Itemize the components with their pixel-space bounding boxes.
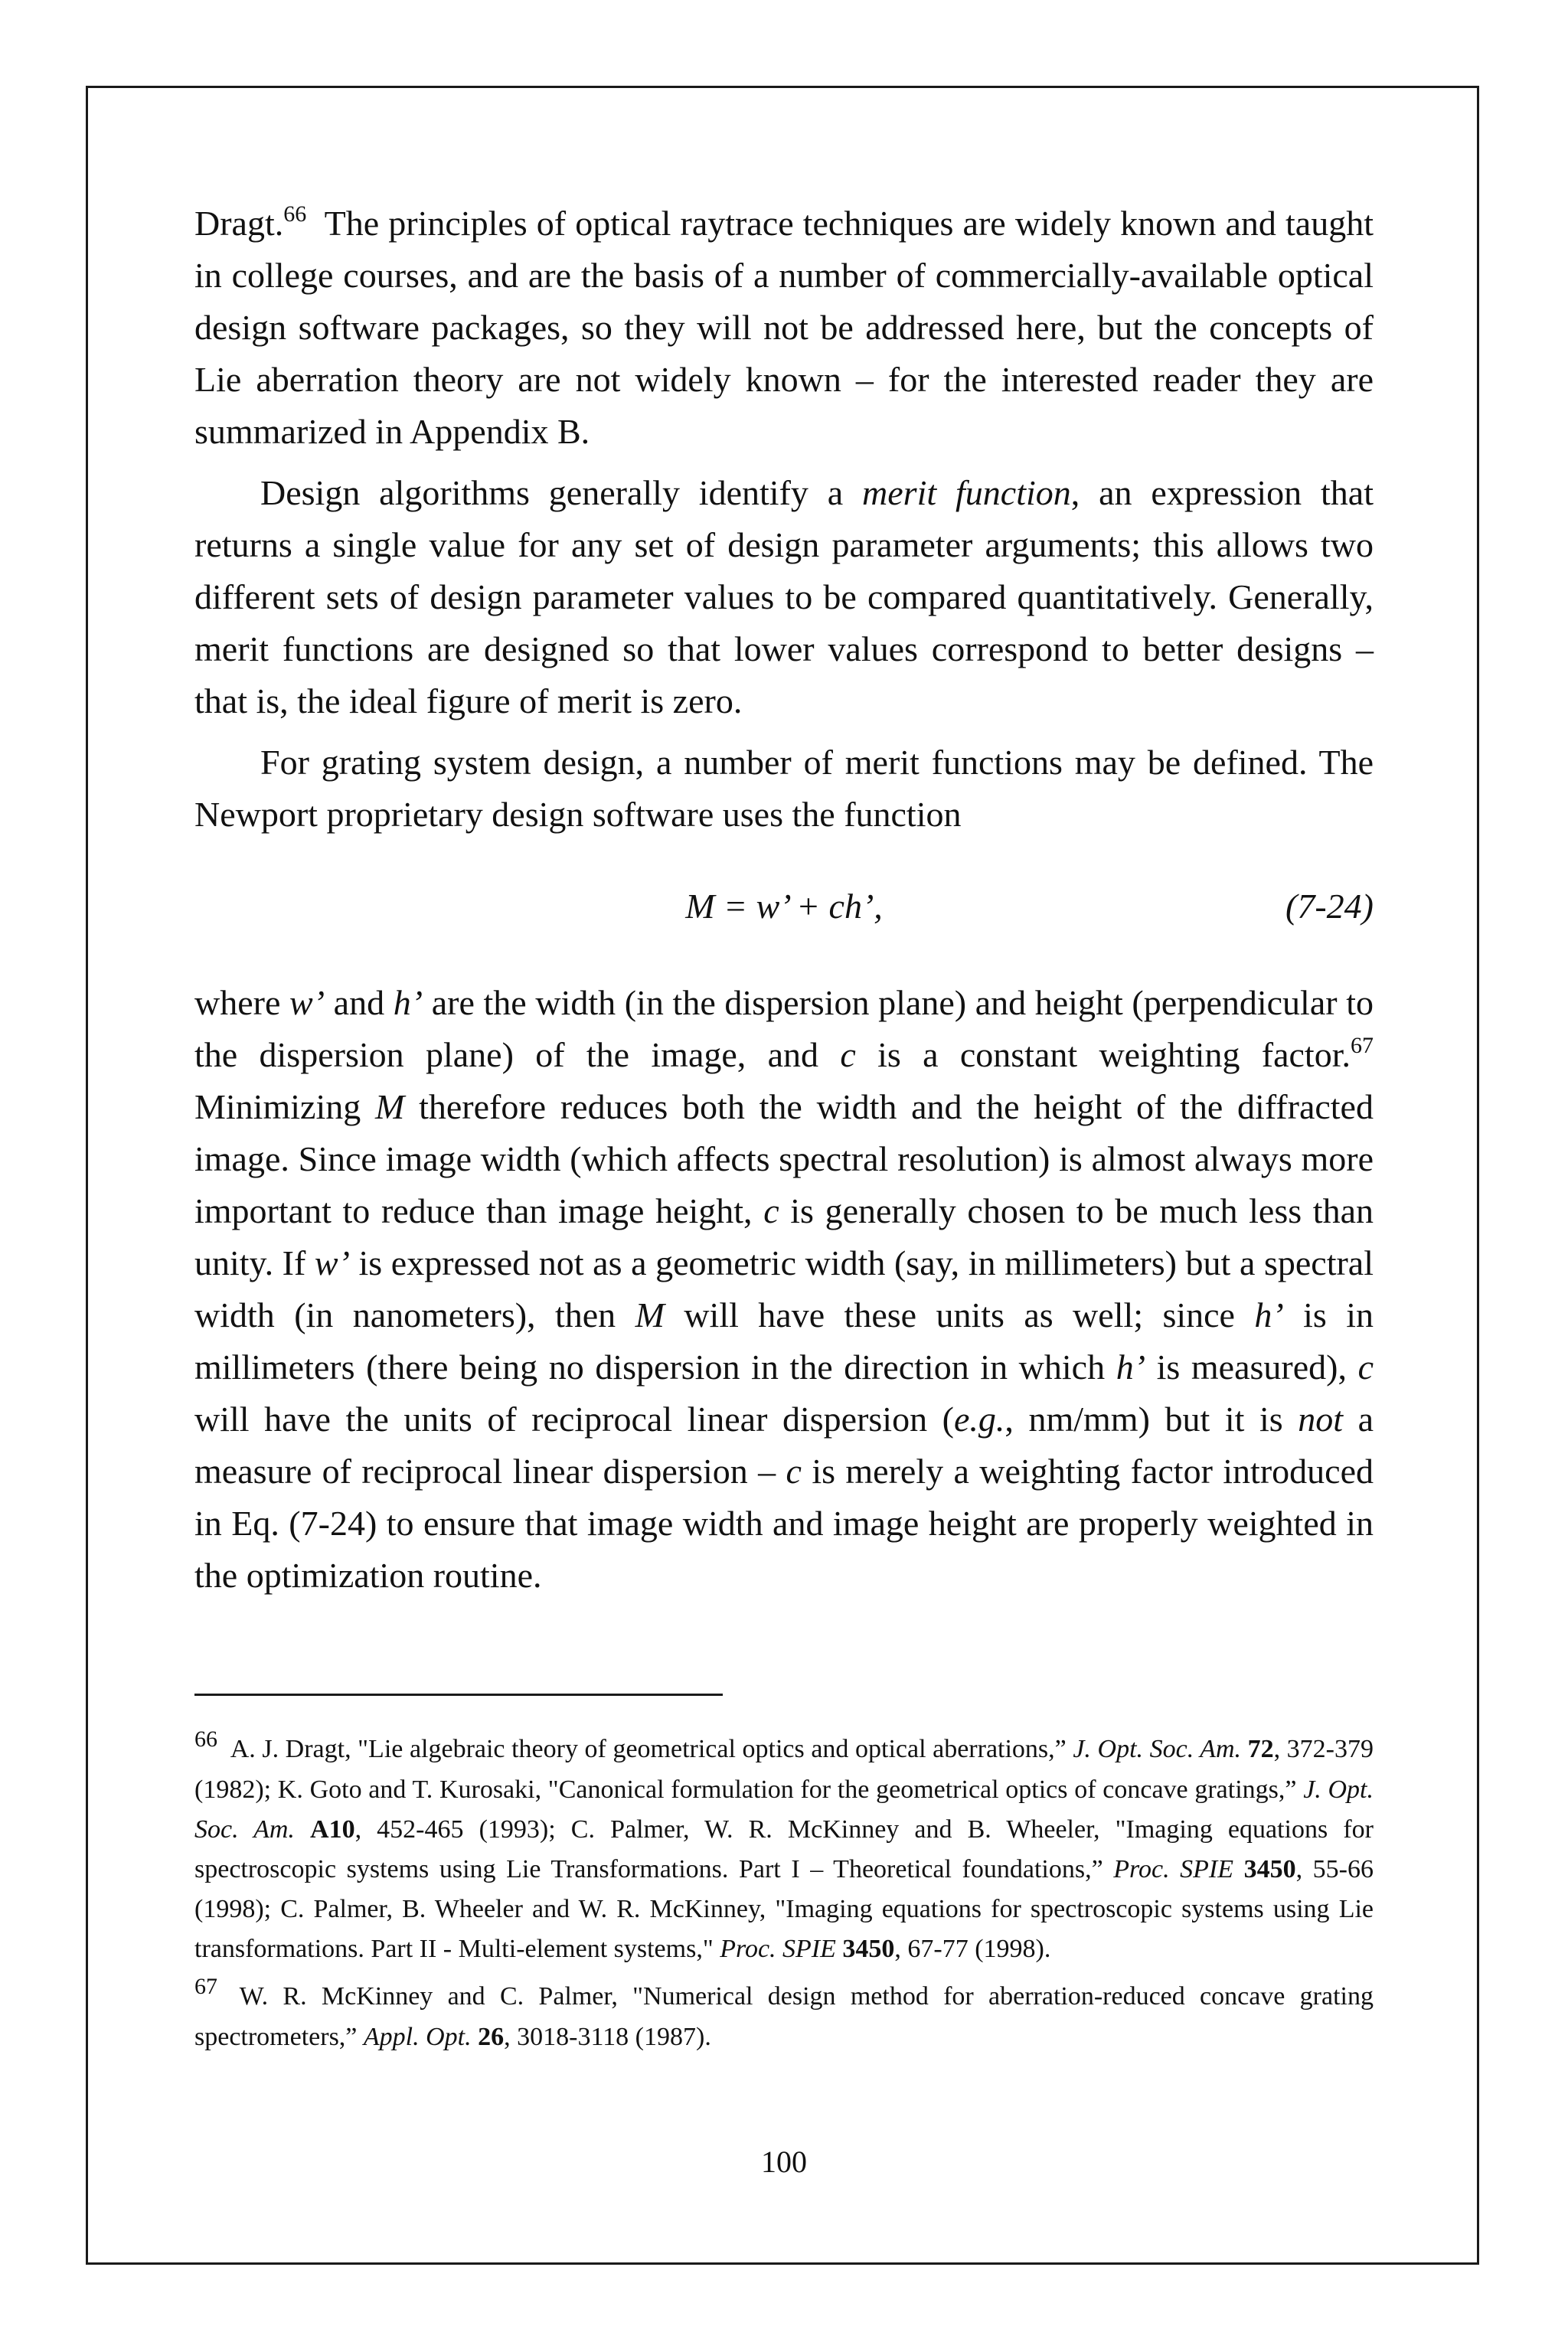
p4-eg: e.g.	[953, 1400, 1005, 1439]
footnote-66-number: 66	[194, 1726, 217, 1752]
body-text	[194, 198, 1383, 1602]
fn66-journal: Proc. SPIE	[1113, 1855, 1234, 1883]
p4-var-w: w’	[314, 1243, 350, 1282]
fn66-journal: J. Opt. Soc. Am.	[194, 1775, 1374, 1844]
fn66-seg: , 67-77 (1998).	[894, 1935, 1051, 1963]
footnotes	[194, 1726, 1374, 2057]
fn66-volume: 3450	[1243, 1855, 1296, 1883]
p4-var-c: c	[840, 1035, 856, 1074]
p4-var-h: h’	[1254, 1295, 1284, 1334]
fn66-seg: , 55-66 (1998); C. Palmer, B. Wheeler and W. R. McKinney, "Imaging equations for spectroscopic systems using Lie transformations. Part II - Multi-element systems,"	[194, 1855, 1374, 1963]
paragraph-4	[194, 977, 1374, 1602]
paragraph-2-text-b: , an expression that returns a single value for any set of design parameter arguments; this allows two different sets of design parameter values to be compared quantitatively. Generally, merit functions are designed so that lower values correspond to better designs – that is, the ideal figure of merit is zero.	[194, 473, 1374, 720]
p4-seg: is in millimeters (there being no dispersion in the direction in which	[194, 1295, 1374, 1387]
fn67-seg	[472, 2023, 479, 2051]
fn66-volume: A10	[310, 1815, 355, 1844]
p4-seg: and	[325, 983, 394, 1022]
p4-var-m: M	[635, 1295, 665, 1334]
paragraph-2-text-a: Design algorithms generally identify a	[260, 473, 863, 512]
footnote-ref-67[interactable]: 67	[1351, 1033, 1374, 1058]
p4-seg: will have these units as well; since	[664, 1295, 1255, 1334]
p4-var-c: c	[786, 1452, 802, 1491]
page-content	[194, 198, 1383, 2057]
p4-seg: , nm/mm) but it is	[1004, 1400, 1298, 1439]
footnote-67	[194, 1974, 1374, 2057]
fn66-seg: A. J. Dragt, "Lie algebraic theory of geometrical optics and optical aberrations,”	[225, 1735, 1073, 1763]
p4-seg: is generally chosen to be much less than unity. If	[194, 1191, 1374, 1282]
p4-var-m: M	[374, 1087, 405, 1126]
p4-seg: is measured),	[1145, 1348, 1358, 1387]
p4-seg: where	[194, 983, 290, 1022]
footnote-66	[194, 1726, 1374, 1969]
merit-function-term: merit function	[862, 473, 1071, 512]
equation-number: (7-24)	[1285, 887, 1374, 926]
fn67-volume: 26	[478, 2023, 505, 2051]
p4-not: not	[1298, 1400, 1344, 1439]
page-number: 100	[761, 2145, 807, 2179]
paragraph-1	[194, 198, 1383, 458]
p4-var-h: h’	[393, 983, 423, 1022]
equation-formula: M = w’ + ch’,	[685, 887, 883, 926]
fn66-seg	[295, 1815, 310, 1844]
p4-var-c: c	[763, 1191, 779, 1230]
footnote-67-number: 67	[194, 1974, 217, 1999]
p4-seg: is merely a weighting factor introduced in Eq. (7-24) to ensure that image width and image height are properly weighted in the optimization routine.	[194, 1452, 1374, 1595]
p4-var-w: w’	[289, 983, 325, 1022]
fn66-volume: 72	[1247, 1735, 1274, 1763]
fn66-seg: , 372-379 (1982); K. Goto and T. Kurosaki, "Canonical formulation for the geometrical optics of concave gratings,”	[194, 1735, 1374, 1804]
p4-seg: are the width (in the dispersion plane) and height (perpendicular to the dispersion plane) of the image, and	[194, 983, 1374, 1074]
p4-seg: Minimizing	[194, 1087, 375, 1126]
fn66-journal: J. Opt. Soc. Am.	[1073, 1735, 1241, 1763]
fn67-journal: Appl. Opt.	[363, 2023, 472, 2051]
equation-row	[194, 880, 1374, 933]
p4-seg: is a constant weighting factor.	[855, 1035, 1351, 1074]
p4-seg: therefore reduces both the width and the height of the diffracted image. Since image width (which affects spectral resolution) is almost always more important to reduce than image height,	[194, 1087, 1374, 1230]
p4-seg: will have the units of reciprocal linear dispersion (	[194, 1400, 954, 1439]
paragraph-1-text-b: The principles of optical raytrace techniques are widely known and taught in college courses, and are the basis of a number of commercially-available optical design software packages, so they will not be addressed here, but the concepts of Lie aberration theory are not widely known – for the interested reader they are summarized in Appendix B.	[194, 204, 1383, 451]
fn67-seg: , 3018-3118 (1987).	[504, 2023, 711, 2051]
fn66-seg	[1233, 1855, 1244, 1883]
p4-seg: a measure of reciprocal linear dispersion –	[194, 1400, 1374, 1491]
footnote-ref-66[interactable]: 66	[283, 201, 307, 227]
paragraph-1-text-a: Dragt.	[194, 204, 284, 243]
paragraph-2	[194, 467, 1374, 727]
fn66-journal: Proc. SPIE	[720, 1935, 836, 1963]
p4-seg: is expressed not as a geometric width (say, in millimeters) but a spectral width (in nanometers), then	[194, 1243, 1374, 1334]
paragraph-3: For grating system design, a number of merit functions may be defined. The Newport proprietary design software uses the function	[194, 743, 1374, 834]
p4-var-h: h’	[1116, 1348, 1146, 1387]
fn66-seg	[1241, 1735, 1248, 1763]
p4-var-c: c	[1357, 1348, 1374, 1387]
footnote-divider	[194, 1694, 723, 1696]
fn67-seg: W. R. McKinney and C. Palmer, "Numerical design method for aberration-reduced concave grating spectrometers,”	[194, 1982, 1374, 2051]
fn66-seg: , 452-465 (1993); C. Palmer, W. R. McKinney and B. Wheeler, "Imaging equations for spectroscopic systems using Lie Transformations. Part I – Theoretical foundations,”	[194, 1815, 1374, 1883]
fn66-volume: 3450	[842, 1935, 895, 1963]
